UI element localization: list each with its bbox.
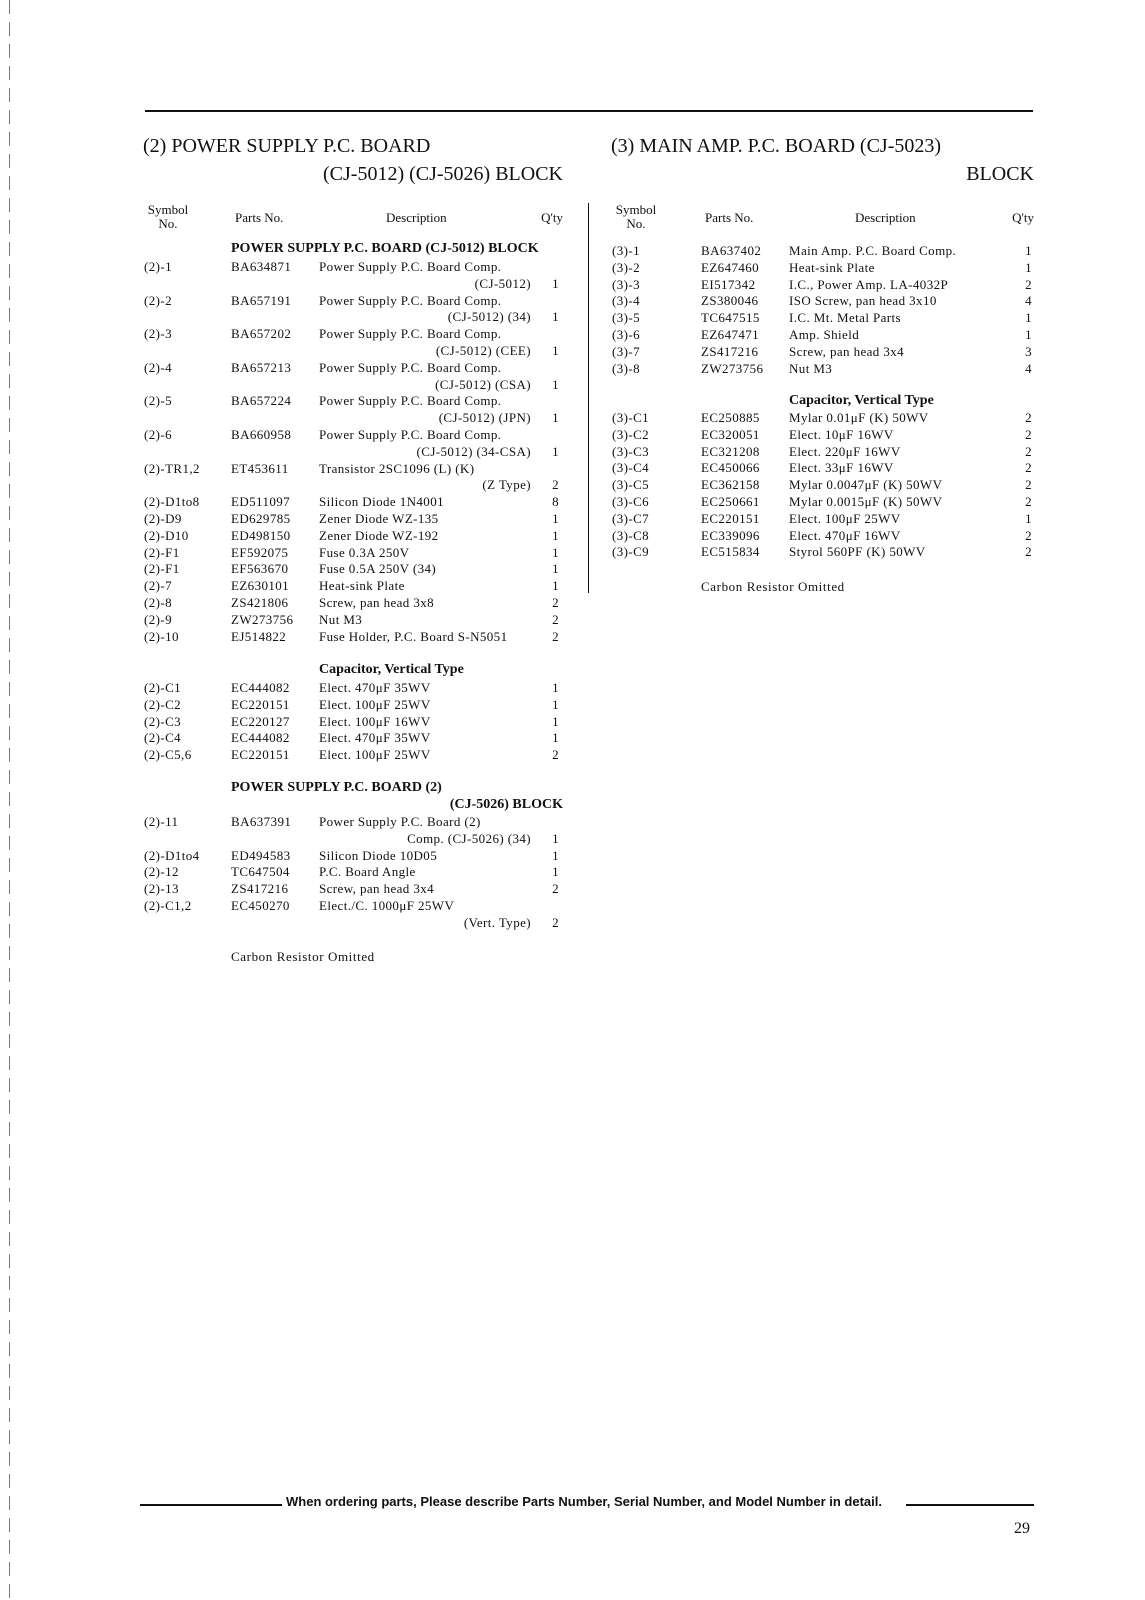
parts-no: ZW273756 xyxy=(701,360,764,376)
note-carbon-resistor: Carbon Resistor Omitted xyxy=(701,579,845,594)
table-row xyxy=(143,595,563,612)
description: Nut M3 xyxy=(789,360,833,376)
description: Elect. 220μF 16WV xyxy=(789,443,901,459)
description-continued: (Vert. Type) xyxy=(463,914,531,930)
description: Transistor 2SC1096 (L) (K) xyxy=(319,460,475,476)
parts-no: ZS421806 xyxy=(231,594,289,610)
header-description: Description xyxy=(386,210,447,225)
quantity: 2 xyxy=(552,628,559,644)
parts-no: BA637391 xyxy=(231,814,292,829)
symbol-no: (2)-D9 xyxy=(144,510,182,526)
header-symbol: Symbol No. xyxy=(615,202,657,231)
subheading-cj5026-line2: (CJ-5026) BLOCK xyxy=(449,797,563,812)
description: Elect. 470μF 35WV xyxy=(319,730,431,746)
quantity: 2 xyxy=(552,747,559,763)
symbol-no: (2)-2 xyxy=(144,292,172,308)
quantity: 2 xyxy=(1025,527,1032,543)
parts-no: EC450270 xyxy=(231,897,290,913)
symbol-no: (2)-8 xyxy=(144,594,172,610)
description: Zener Diode WZ-192 xyxy=(319,527,439,543)
section-title-line1: (3) MAIN AMP. P.C. BOARD (CJ-5023) xyxy=(611,135,942,157)
description: P.C. Board Angle xyxy=(319,864,416,880)
section-title-line1: (2) POWER SUPPLY P.C. BOARD xyxy=(143,135,431,157)
table-row xyxy=(143,680,563,697)
description: Elect. 100μF 25WV xyxy=(319,696,431,712)
table-row xyxy=(143,528,563,545)
symbol-no: (2)-7 xyxy=(144,578,172,594)
quantity: 1 xyxy=(1025,326,1032,342)
section-title-line2: (CJ-5012) (CJ-5026) BLOCK xyxy=(323,163,563,185)
symbol-no: (3)-8 xyxy=(612,360,640,376)
parts-no: BA660958 xyxy=(231,426,292,442)
table-row xyxy=(611,494,1034,511)
symbol-no: (3)-7 xyxy=(612,343,640,359)
description: Mylar 0.0047μF (K) 50WV xyxy=(789,477,943,493)
quantity: 1 xyxy=(1025,259,1032,275)
table-row xyxy=(611,477,1034,494)
symbol-no: (3)-C4 xyxy=(612,460,650,476)
quantity: 2 xyxy=(1025,276,1032,292)
parts-no: EC320051 xyxy=(701,426,760,442)
description: Power Supply P.C. Board Comp. xyxy=(319,393,502,409)
symbol-no: (3)-C7 xyxy=(612,510,650,526)
parts-table-cj5026 xyxy=(143,814,563,932)
description: Fuse 0.5A 250V (34) xyxy=(319,561,437,577)
description-continued: (CJ-5012) (CEE) xyxy=(435,342,531,358)
footer xyxy=(140,1494,1034,1514)
table-row xyxy=(143,360,563,377)
symbol-no: (3)-C2 xyxy=(612,426,650,442)
parts-no: EZ647460 xyxy=(701,259,760,275)
quantity: 2 xyxy=(1025,443,1032,459)
table-row xyxy=(143,629,563,646)
quantity: 3 xyxy=(1025,343,1032,359)
description: Elect./C. 1000μF 25WV xyxy=(319,897,455,913)
symbol-no: (2)-9 xyxy=(144,611,172,627)
description: Main Amp. P.C. Board Comp. xyxy=(789,243,957,258)
table-row-continuation xyxy=(143,410,563,427)
parts-no: ED629785 xyxy=(231,510,291,526)
quantity: 1 xyxy=(552,864,559,880)
table-row xyxy=(143,697,563,714)
table-row xyxy=(143,730,563,747)
table-row xyxy=(143,259,563,276)
header-parts-no: Parts No. xyxy=(235,210,284,225)
symbol-no: (2)-TR1,2 xyxy=(144,460,200,476)
symbol-no: (3)-C8 xyxy=(612,527,650,543)
parts-no: EZ647471 xyxy=(701,326,760,342)
symbol-no: (2)-5 xyxy=(144,393,172,409)
table-row xyxy=(611,511,1034,528)
page-number: 29 xyxy=(1014,1520,1030,1537)
table-row xyxy=(143,326,563,343)
table-row-continuation xyxy=(143,276,563,293)
binding-edge xyxy=(9,0,10,1600)
parts-no: EC220127 xyxy=(231,713,290,729)
symbol-no: (2)-4 xyxy=(144,359,172,375)
description: Power Supply P.C. Board (2) xyxy=(319,814,481,829)
parts-no: EJ514822 xyxy=(231,628,287,644)
footer-rule-right xyxy=(906,1504,1034,1506)
quantity: 1 xyxy=(552,696,559,712)
table-row xyxy=(143,864,563,881)
table-row xyxy=(143,578,563,595)
parts-no: BA637402 xyxy=(701,243,762,258)
description: Elect. 470μF 35WV xyxy=(319,680,431,695)
table-row xyxy=(611,528,1034,545)
parts-no: EC444082 xyxy=(231,730,290,746)
symbol-no: (2)-13 xyxy=(144,881,179,897)
table-row-continuation xyxy=(143,343,563,360)
parts-no: EC339096 xyxy=(701,527,760,543)
symbol-no: (2)-F1 xyxy=(144,561,180,577)
table-row-continuation xyxy=(143,377,563,394)
symbol-no: (3)-C5 xyxy=(612,477,650,493)
description: Elect. 470μF 16WV xyxy=(789,527,901,543)
description: Fuse Holder, P.C. Board S-N5051 xyxy=(319,628,508,644)
footer-ordering-note: When ordering parts, Please describe Parts Number, Serial Number, and Model Number in detail. xyxy=(286,1494,882,1509)
column-divider xyxy=(588,203,589,593)
description-continued: (Z Type) xyxy=(482,477,531,493)
symbol-no: (2)-12 xyxy=(144,864,179,880)
parts-no: EZ630101 xyxy=(231,578,290,594)
parts-no: EC220151 xyxy=(231,747,290,763)
symbol-no: (2)-3 xyxy=(144,326,172,342)
description: Mylar 0.01μF (K) 50WV xyxy=(789,410,929,425)
table-row-continuation xyxy=(143,309,563,326)
subheading-capacitor: Capacitor, Vertical Type xyxy=(319,662,464,677)
description: Elect. 100μF 25WV xyxy=(789,510,901,526)
quantity: 1 xyxy=(552,376,559,392)
symbol-no: (3)-1 xyxy=(612,243,640,258)
parts-no: EC321208 xyxy=(701,443,760,459)
parts-no: BA657213 xyxy=(231,359,292,375)
table-row xyxy=(611,327,1034,344)
table-row xyxy=(143,427,563,444)
symbol-no: (3)-3 xyxy=(612,276,640,292)
quantity: 1 xyxy=(552,510,559,526)
table-row xyxy=(611,277,1034,294)
symbol-no: (3)-C9 xyxy=(612,544,650,560)
table-row xyxy=(611,427,1034,444)
subheading-cj5012: POWER SUPPLY P.C. BOARD (CJ-5012) BLOCK xyxy=(231,241,539,256)
quantity: 1 xyxy=(552,275,559,291)
symbol-no: (3)-2 xyxy=(612,259,640,275)
quantity: 8 xyxy=(552,494,559,510)
quantity: 2 xyxy=(1025,426,1032,442)
description-continued: (CJ-5012) (34-CSA) xyxy=(416,443,531,459)
quantity: 2 xyxy=(1025,477,1032,493)
symbol-no: (3)-C6 xyxy=(612,493,650,509)
parts-no: ET453611 xyxy=(231,460,289,476)
quantity: 1 xyxy=(552,342,559,358)
parts-no: EC250661 xyxy=(701,493,760,509)
quantity: 1 xyxy=(1025,310,1032,326)
quantity: 1 xyxy=(552,443,559,459)
table-row-continuation xyxy=(143,915,563,932)
table-row xyxy=(611,243,1034,260)
table-row-continuation xyxy=(143,831,563,848)
table-row xyxy=(143,848,563,865)
parts-no: ZW273756 xyxy=(231,611,294,627)
symbol-no: (2)-D1to8 xyxy=(144,494,200,510)
quantity: 1 xyxy=(552,309,559,325)
description: Silicon Diode 10D05 xyxy=(319,847,438,863)
symbol-no: (2)-C2 xyxy=(144,696,182,712)
symbol-no: (2)-6 xyxy=(144,426,172,442)
parts-no: EC444082 xyxy=(231,680,290,695)
description: Amp. Shield xyxy=(789,326,860,342)
parts-no: BA657224 xyxy=(231,393,292,409)
quantity: 2 xyxy=(1025,544,1032,560)
table-row xyxy=(611,293,1034,310)
parts-no: EI517342 xyxy=(701,276,756,292)
parts-no: TC647504 xyxy=(231,864,290,880)
table-row xyxy=(143,881,563,898)
symbol-no: (3)-6 xyxy=(612,326,640,342)
symbol-no: (2)-1 xyxy=(144,259,172,274)
parts-table-capacitor xyxy=(143,680,563,764)
description-continued: (CJ-5012) xyxy=(474,275,531,291)
description: Elect. 100μF 16WV xyxy=(319,713,431,729)
parts-no: EC450066 xyxy=(701,460,760,476)
table-row xyxy=(143,561,563,578)
parts-no: EF592075 xyxy=(231,544,289,560)
header-parts-no: Parts No. xyxy=(705,210,754,225)
symbol-no: (2)-C5,6 xyxy=(144,747,192,763)
description-continued: (CJ-5012) (34) xyxy=(447,309,531,325)
description: Elect. 100μF 25WV xyxy=(319,747,431,763)
quantity: 1 xyxy=(1025,510,1032,526)
quantity: 1 xyxy=(552,527,559,543)
quantity: 1 xyxy=(552,713,559,729)
symbol-no: (2)-C1,2 xyxy=(144,897,192,913)
symbol-no: (2)-C4 xyxy=(144,730,182,746)
note-carbon-resistor: Carbon Resistor Omitted xyxy=(231,949,375,964)
description-continued: (CJ-5012) (JPN) xyxy=(438,410,531,426)
symbol-no: (3)-C3 xyxy=(612,443,650,459)
parts-no: ED511097 xyxy=(231,494,291,510)
quantity: 2 xyxy=(552,914,559,930)
description: Screw, pan head 3x4 xyxy=(319,881,435,897)
quantity: 2 xyxy=(1025,460,1032,476)
parts-no: EC362158 xyxy=(701,477,760,493)
subheading-cj5026-line1: POWER SUPPLY P.C. BOARD (2) xyxy=(231,780,442,795)
table-row-continuation xyxy=(143,477,563,494)
table-row xyxy=(143,747,563,764)
symbol-no: (2)-11 xyxy=(144,814,179,829)
parts-no: EC250885 xyxy=(701,410,760,425)
description: Styrol 560PF (K) 50WV xyxy=(789,544,926,560)
parts-no: BA657191 xyxy=(231,292,292,308)
parts-no: EC220151 xyxy=(701,510,760,526)
table-row xyxy=(143,494,563,511)
table-row-continuation xyxy=(143,444,563,461)
parts-no: EF563670 xyxy=(231,561,289,577)
table-row xyxy=(611,444,1034,461)
table-row xyxy=(611,361,1034,378)
table-row xyxy=(143,293,563,310)
parts-no: BA634871 xyxy=(231,259,292,274)
parts-no: EC515834 xyxy=(701,544,760,560)
parts-no: ZS417216 xyxy=(701,343,759,359)
table-row xyxy=(143,545,563,562)
description: Silicon Diode 1N4001 xyxy=(319,494,444,510)
parts-no: ZS417216 xyxy=(231,881,289,897)
quantity: 1 xyxy=(552,578,559,594)
symbol-no: (2)-D10 xyxy=(144,527,189,543)
quantity: 1 xyxy=(552,830,559,846)
quantity: 2 xyxy=(1025,493,1032,509)
quantity: 4 xyxy=(1025,293,1032,309)
description: Mylar 0.0015μF (K) 50WV xyxy=(789,493,943,509)
symbol-no: (2)-10 xyxy=(144,628,179,644)
quantity: 2 xyxy=(552,477,559,493)
header-symbol: Symbol No. xyxy=(147,202,189,231)
parts-table-cj5012 xyxy=(143,259,563,645)
description-continued: (CJ-5012) (CSA) xyxy=(435,376,531,392)
quantity: 2 xyxy=(552,881,559,897)
description: Nut M3 xyxy=(319,611,363,627)
description: Elect. 10μF 16WV xyxy=(789,426,894,442)
symbol-no: (3)-5 xyxy=(612,310,640,326)
parts-table-capacitor xyxy=(611,410,1034,561)
table-row xyxy=(611,344,1034,361)
quantity: 2 xyxy=(552,611,559,627)
description: Screw, pan head 3x4 xyxy=(789,343,905,359)
top-rule xyxy=(145,110,1033,112)
description: Power Supply P.C. Board Comp. xyxy=(319,326,502,342)
description: Power Supply P.C. Board Comp. xyxy=(319,359,502,375)
description: Elect. 33μF 16WV xyxy=(789,460,894,476)
quantity: 1 xyxy=(552,410,559,426)
parts-no: ED498150 xyxy=(231,527,291,543)
table-row xyxy=(143,612,563,629)
footer-rule-left xyxy=(140,1504,282,1506)
quantity: 2 xyxy=(1025,410,1032,425)
symbol-no: (2)-C3 xyxy=(144,713,182,729)
description: Fuse 0.3A 250V xyxy=(319,544,410,560)
parts-no: ED494583 xyxy=(231,847,291,863)
description: Power Supply P.C. Board Comp. xyxy=(319,292,502,308)
parts-no: ZS380046 xyxy=(701,293,759,309)
quantity: 1 xyxy=(552,561,559,577)
symbol-no: (2)-D1to4 xyxy=(144,847,200,863)
parts-no: EC220151 xyxy=(231,696,290,712)
header-qty: Q'ty xyxy=(541,210,563,225)
parts-no: BA657202 xyxy=(231,326,292,342)
description-continued: Comp. (CJ-5026) (34) xyxy=(407,830,531,846)
header-qty: Q'ty xyxy=(1012,210,1034,225)
symbol-no: (2)-C1 xyxy=(144,680,182,695)
table-row xyxy=(611,460,1034,477)
table-row xyxy=(143,898,563,915)
description: Heat-sink Plate xyxy=(319,578,405,594)
table-row xyxy=(611,310,1034,327)
description: Zener Diode WZ-135 xyxy=(319,510,439,526)
description: Power Supply P.C. Board Comp. xyxy=(319,259,502,274)
quantity: 4 xyxy=(1025,360,1032,376)
description: Screw, pan head 3x8 xyxy=(319,594,435,610)
table-row xyxy=(143,814,563,831)
quantity: 1 xyxy=(552,847,559,863)
quantity: 1 xyxy=(552,730,559,746)
quantity: 1 xyxy=(1025,243,1032,258)
description: I.C., Power Amp. LA-4032P xyxy=(789,276,949,292)
parts-no: TC647515 xyxy=(701,310,760,326)
description: Heat-sink Plate xyxy=(789,259,875,275)
subheading-capacitor: Capacitor, Vertical Type xyxy=(789,393,934,408)
table-row xyxy=(611,260,1034,277)
parts-table-main-amp xyxy=(611,243,1034,377)
table-row xyxy=(611,544,1034,561)
table-row xyxy=(143,393,563,410)
description: ISO Screw, pan head 3x10 xyxy=(789,293,937,309)
quantity: 1 xyxy=(552,544,559,560)
section-title-line2: BLOCK xyxy=(966,163,1034,185)
description: I.C. Mt. Metal Parts xyxy=(789,310,901,326)
symbol-no: (2)-F1 xyxy=(144,544,180,560)
table-row xyxy=(143,714,563,731)
table-row xyxy=(143,461,563,478)
table-row xyxy=(143,511,563,528)
description: Power Supply P.C. Board Comp. xyxy=(319,426,502,442)
header-description: Description xyxy=(855,210,916,225)
quantity: 1 xyxy=(552,680,559,695)
symbol-no: (3)-C1 xyxy=(612,410,650,425)
symbol-no: (3)-4 xyxy=(612,293,640,309)
quantity: 2 xyxy=(552,594,559,610)
table-row xyxy=(611,410,1034,427)
